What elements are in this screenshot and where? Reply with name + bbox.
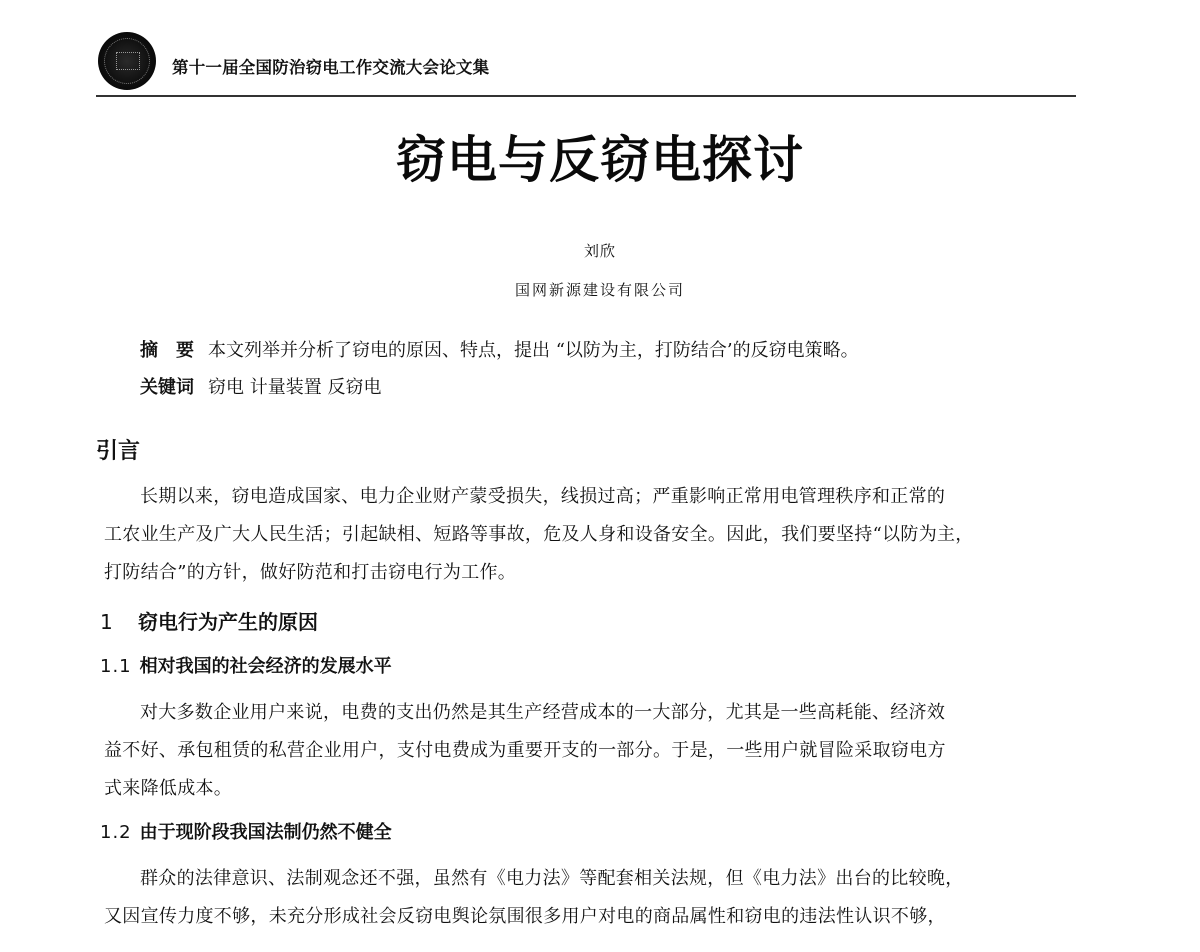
paragraph-line: 对大多数企业用户来说，电费的支出仍然是其生产经营成本的一大部分，尤其是一些高耗能、经济效 bbox=[140, 702, 946, 723]
section-title: 窃电行为产生的原因 bbox=[138, 610, 318, 634]
abstract-text: 本文列举并分析了窃电的原因、特点，提出 “以防为主，打防结合’的反窃电策略。 bbox=[208, 340, 859, 361]
abstract bbox=[140, 336, 859, 362]
author-affiliation: 国网新源建设有限公司 bbox=[514, 281, 685, 299]
abstract-label: 摘 要 bbox=[140, 340, 194, 361]
section-heading-intro: 引言 bbox=[96, 439, 141, 464]
section-heading-1 bbox=[100, 606, 318, 635]
running-header bbox=[96, 28, 1076, 98]
section-number: 1.1 bbox=[100, 656, 132, 677]
paragraph-line: 长期以来，窃电造成国家、电力企业财产蒙受损失，线损过高；严重影响正常用电管理秩序和正常的 bbox=[140, 486, 946, 507]
section-title: 由于现阶段我国法制仍然不健全 bbox=[139, 822, 392, 843]
paper-title: 窃电与反窃电探讨 bbox=[396, 131, 804, 189]
section-heading-1-2 bbox=[100, 818, 392, 844]
paragraph-line: 工农业生产及广大人民生活；引起缺相、短路等事故，危及人身和设备安全。因此，我们要坚持“以防为主， bbox=[104, 524, 974, 545]
paragraph-line: 式来降低成本。 bbox=[104, 778, 233, 799]
journal-title: 第十一届全国防治窃电工作交流大会论文集 bbox=[172, 58, 490, 77]
conference-seal-logo-icon bbox=[98, 32, 156, 90]
keywords bbox=[140, 373, 381, 399]
keywords-text: 窃电 计量装置 反窃电 bbox=[208, 377, 382, 398]
section-heading-1-1 bbox=[100, 652, 392, 678]
author-name: 刘欣 bbox=[583, 242, 616, 260]
keywords-label: 关键词 bbox=[140, 377, 194, 398]
section-number: 1.2 bbox=[100, 822, 132, 843]
header-divider bbox=[96, 95, 1076, 97]
paragraph-line: 群众的法律意识、法制观念还不强，虽然有《电力法》等配套相关法规，但《电力法》出台的比较晚， bbox=[140, 868, 964, 889]
paragraph-line: 益不好、承包租赁的私营企业用户，支付电费成为重要开支的一部分。于是，一些用户就冒险采取窃电方 bbox=[104, 740, 946, 761]
section-title: 相对我国的社会经济的发展水平 bbox=[139, 656, 392, 677]
paragraph-line: 打防结合”的方针，做好防范和打击窃电行为工作。 bbox=[104, 562, 517, 583]
section-number: 1 bbox=[100, 610, 113, 634]
paragraph-line: 又因宣传力度不够，未充分形成社会反窃电舆论氛围很多用户对电的商品属性和窃电的违法性认识不够， bbox=[104, 906, 946, 927]
